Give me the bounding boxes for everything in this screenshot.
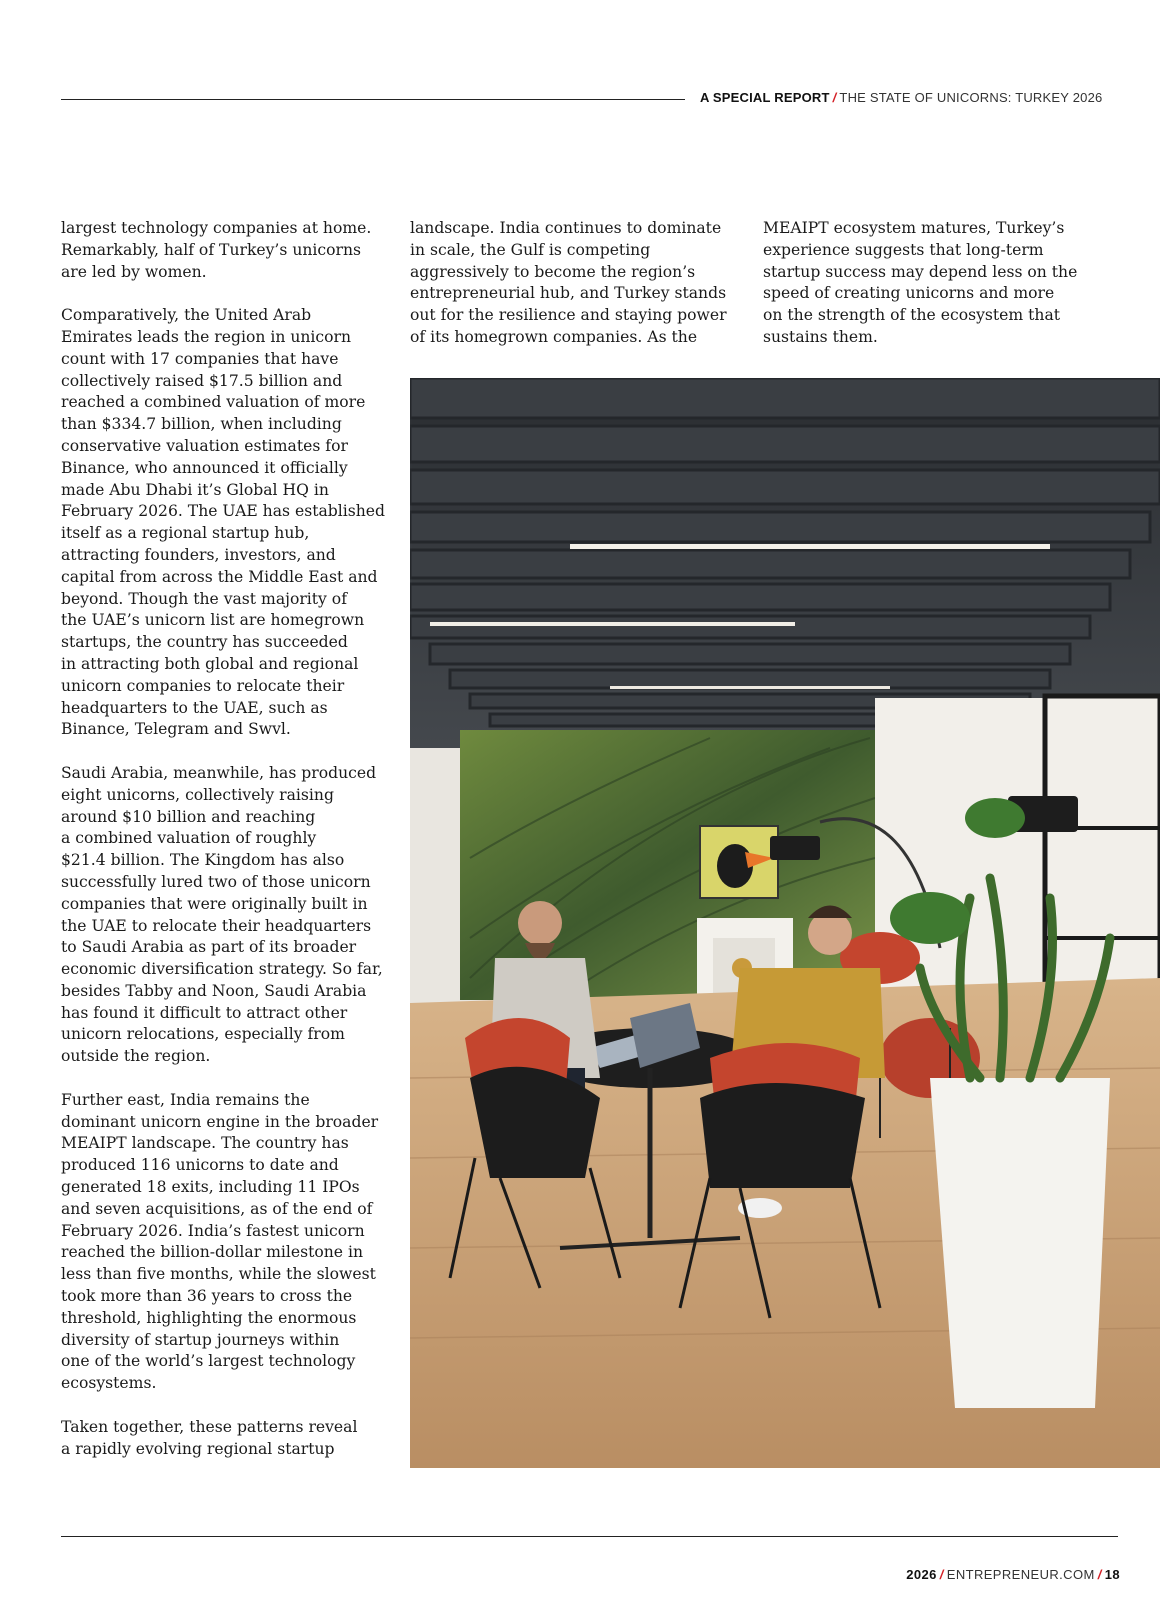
- paragraph: Saudi Arabia, meanwhile, has produced eight unicorns, collectively raising around $10 billion and reaching a combined valuation of roughly $21.4 billion. The Kingdom has also successfully lured two of those unicorn companies that were originally built in the UAE to relocate their headquarters to Saudi Arabia as part of its broader economic diversification strategy. So far, besides Tabby and Noon, Saudi Arabia has found it difficult to attract other unicorn relocations, especially from outside the region.: [61, 763, 383, 1066]
- office-photo: [410, 378, 1160, 1468]
- footer-site: ENTREPRENEUR.COM: [946, 1567, 1095, 1582]
- footer-slash-icon: /: [939, 1567, 944, 1582]
- footer-year: 2026: [906, 1567, 937, 1582]
- article-column-1: [61, 218, 391, 1460]
- footer: [906, 1567, 1120, 1582]
- paragraph: Further east, India remains the dominant unicorn engine in the broader MEAIPT landscape. The country has produced 116 unicorns to date and generated 18 exits, including 11 IPOs and seven acquisitions, as of the end of February 2026. India’s fastest unicorn reached the billion-dollar milestone in less than five months, while the slowest took more than 36 years to cross the threshold, highlighting the enormous diversity of startup journeys within one of the world’s largest technology ecosystems.: [61, 1090, 379, 1393]
- paragraph: largest technology companies at home. Remarkably, half of Turkey’s unicorns are led by women.: [61, 219, 372, 281]
- paragraph: Taken together, these patterns reveal a rapidly evolving regional startup: [61, 1417, 358, 1458]
- footer-rule: [61, 1536, 1118, 1537]
- header-title: THE STATE OF UNICORNS: TURKEY 2026: [839, 90, 1103, 105]
- running-header: [700, 90, 1102, 105]
- article-column-3: [763, 218, 1093, 349]
- page-number: 18: [1104, 1567, 1120, 1582]
- photo-office-coworking-icon: [410, 378, 1160, 1468]
- footer-slash-icon: /: [1097, 1567, 1102, 1582]
- article-column-2: [410, 218, 740, 349]
- header-section: A SPECIAL REPORT: [700, 90, 830, 105]
- header-rule: [61, 99, 685, 100]
- header-slash-icon: /: [832, 90, 837, 105]
- paragraph: MEAIPT ecosystem matures, Turkey’s experience suggests that long-term startup success may depend less on the speed of creating unicorns and more on the strength of the ecosystem that sustains them.: [763, 219, 1078, 346]
- paragraph: landscape. India continues to dominate in scale, the Gulf is competing aggressively to become the region’s entrepreneurial hub, and Turkey stands out for the resilience and staying power of its homegrown companies. As the: [410, 219, 727, 346]
- paragraph: Comparatively, the United Arab Emirates leads the region in unicorn count with 17 companies that have collectively raised $17.5 billion and reached a combined valuation of more than $334.7 billion, when including conservative valuation estimates for Binance, who announced it officially made Abu Dhabi it’s Global HQ in February 2026. The UAE has established itself as a regional startup hub, attracting founders, investors, and capital from across the Middle East and beyond. Though the vast majority of the UAE’s unicorn list are homegrown startups, the country has succeeded in attracting both global and regional unicorn companies to relocate their headquarters to the UAE, such as Binance, Telegram and Swvl.: [61, 306, 385, 739]
